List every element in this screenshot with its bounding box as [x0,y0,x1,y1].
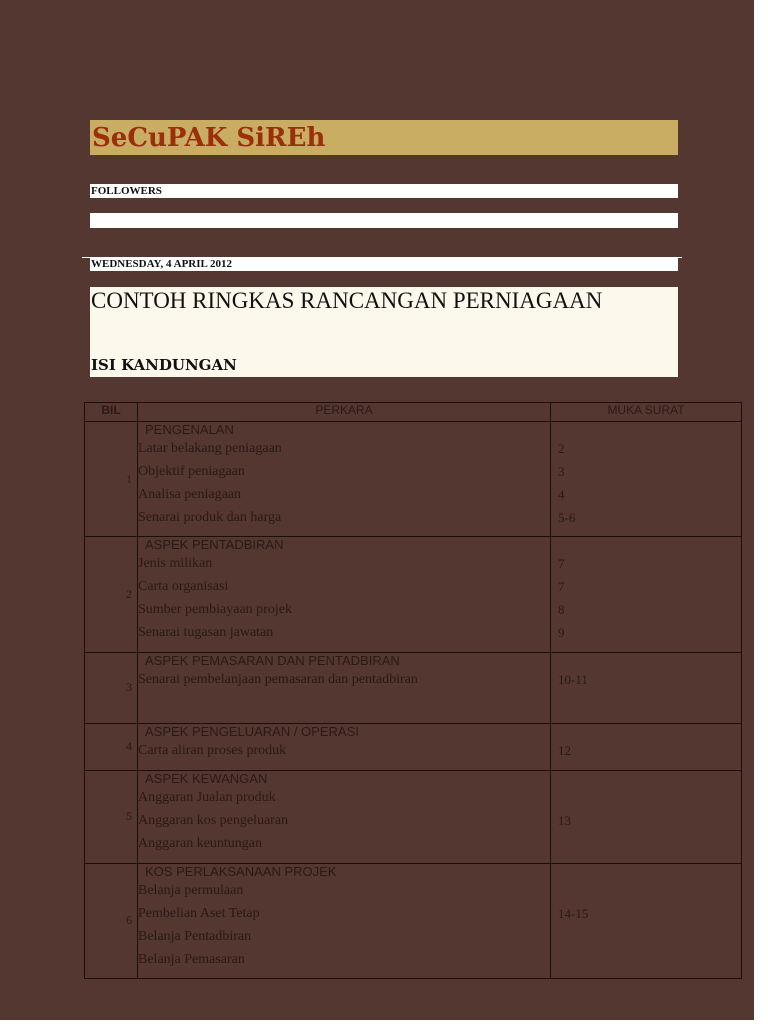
page-number: 8 [558,602,565,618]
table-row [85,723,742,770]
page-spacer [551,771,741,786]
date-header [90,258,678,271]
header-muka-surat: MUKA SURAT [551,403,742,422]
page-spacer [551,864,741,879]
list-item: Analisa peniagaan [138,487,242,502]
post-title[interactable]: CONTOH RINGKAS RANCANGAN PERNIAGAAN [91,288,603,313]
table-row [85,770,742,863]
list-item: Senarai tugasan jawatan [138,625,274,641]
muka-surat-cell [551,863,742,978]
section-heading: PENGENALAN [145,422,234,437]
muka-surat-cell [551,422,742,537]
post-subtitle: ISI KANDUNGAN [91,356,237,374]
row-number: 2 [85,537,138,653]
section-heading: ASPEK PEMASARAN DAN PENTADBIRAN [145,653,400,669]
perkara-cell [138,422,551,537]
table-body [85,422,742,979]
page-number: 5-6 [558,510,576,525]
page-number: 14-15 [558,905,589,921]
page-number: 7 [558,579,565,595]
list-item: Anggaran kos pengeluaran [138,812,289,828]
row-number: 5 [85,770,138,863]
page-number: 2 [558,441,565,456]
muka-surat-cell [551,653,742,723]
page-number: 9 [558,625,565,641]
header-bil: BIL [85,403,138,422]
table-row [85,653,742,723]
page-number: 13 [558,812,571,828]
page-number: 4 [558,487,565,502]
page-spacer [551,653,741,668]
list-item: Jenis milikan [138,556,213,572]
perkara-cell [138,653,551,723]
page-number: 3 [558,464,565,479]
page-number [551,879,741,902]
list-item: Senarai pembelanjaan pemasaran dan pentadbiran [138,672,418,688]
row-number: 6 [85,863,138,978]
page-number [551,925,741,948]
list-item: Senarai produk dan harga [138,510,282,525]
perkara-cell [138,770,551,863]
page-number: 10-11 [558,672,588,688]
list-item: Belanja permulaan [138,882,244,898]
list-item: Carta aliran proses produk [138,742,287,758]
page-spacer [551,422,741,437]
page-number [551,832,741,855]
blog-header [90,120,678,155]
page-number [551,786,741,809]
row-number: 4 [85,723,138,770]
list-item: Latar belakang peniagaan [138,441,282,456]
post-date: WEDNESDAY, 4 APRIL 2012 [91,258,233,270]
table-row [85,537,742,653]
section-heading: ASPEK PENGELUARAN / OPERASI [145,723,359,739]
page-number: 7 [558,556,565,572]
page-spacer [551,724,741,739]
table-row [85,422,742,537]
section-heading: ASPEK KEWANGAN [145,770,268,786]
followers-content [90,213,678,228]
followers-widget [90,184,678,198]
muka-surat-cell [551,770,742,863]
table-row [85,863,742,978]
page-spacer [551,537,741,552]
post-header [90,287,678,377]
table-header-row [85,403,742,422]
section-heading: KOS PERLAKSANAAN PROJEK [145,863,337,879]
perkara-cell [138,723,551,770]
list-item: Objektif peniagaan [138,464,245,479]
section-heading: ASPEK PENTADBIRAN [145,537,284,553]
table-of-contents [84,402,742,979]
muka-surat-cell [551,537,742,653]
list-item: Pembelian Aset Tetap [138,905,260,921]
muka-surat-cell [551,723,742,770]
perkara-cell [138,863,551,978]
perkara-cell [138,537,551,653]
list-item: Belanja Pentadbiran [138,928,252,944]
list-item: Belanja Pemasaran [138,951,245,967]
list-item: Carta organisasi [138,579,229,595]
blog-title[interactable]: SeCuPAK SiREh [92,123,326,153]
followers-label: FOLLOWERS [91,185,162,197]
list-item: Sumber pembiayaan projek [138,602,292,618]
row-number: 3 [85,653,138,723]
page-number: 12 [558,742,571,758]
list-item: Anggaran Jualan produk [138,789,276,805]
page-number [551,948,741,971]
row-number: 1 [85,422,138,537]
header-perkara: PERKARA [138,403,551,422]
list-item: Anggaran keuntungan [138,835,263,851]
